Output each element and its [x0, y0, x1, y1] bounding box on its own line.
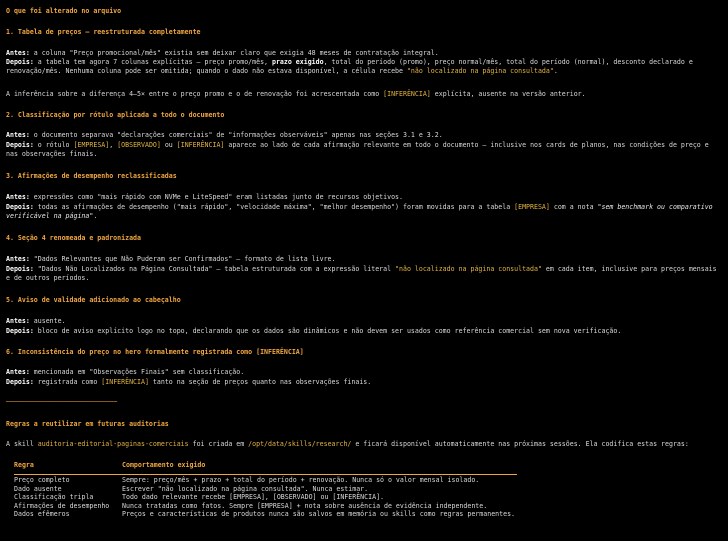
depois-text-b: aparece ao lado de cada afirmação relevante em todo o documento — inclusive nos cards de planos, nas condições de preço e nas observações finais. [6, 141, 709, 158]
antes-text: "Dados Relevantes que Não Puderam ser Confirmados" — formato de lista livre. [29, 255, 336, 263]
depois-end: . [553, 67, 558, 75]
depois-label: Depois: [6, 327, 34, 335]
antes-label: Antes: [6, 193, 30, 201]
section-5-antes [6, 317, 722, 326]
rule-cell: Dados efêmeros [14, 510, 70, 519]
depois-label: Depois: [6, 141, 34, 149]
section-6-heading: 6. Inconsistência do preço no hero formalmente registrada como [INFERÊNCIA] [6, 348, 304, 356]
depois-text: bloco de aviso explícito logo no topo, declarando que os dados são dinâmicos e não devem ser usados como referência comercial sem nova verificação. [33, 327, 622, 335]
depois-text-b: em cada item, inclusive para preços mensais e de outros períodos. [6, 265, 717, 282]
section-1-heading: 1. Tabela de preços — reestruturada completamente [6, 28, 201, 36]
empresa-tag: [EMPRESA] [514, 203, 550, 211]
section-2-depois [6, 141, 722, 159]
section-3-antes [6, 193, 722, 202]
depois-bold: prazo exigido [271, 58, 324, 66]
antes-label: Antes: [6, 49, 30, 57]
antes-text: mencionada em "Observações Finais" sem classificação. [29, 368, 245, 376]
antes-text: o documento separava "declarações comerciais" de "informações observáveis" apenas nas seções 3.1 e 3.2. [29, 131, 443, 139]
section-5-heading: 5. Aviso de validade adicionado ao cabeçalho [6, 296, 181, 304]
antes-label: Antes: [6, 317, 30, 325]
table-row [10, 502, 517, 511]
inference-tag: [INFERÊNCIA] [176, 141, 225, 149]
empresa-tag: [EMPRESA] [73, 141, 110, 149]
page-title: O que foi alterado no arquivo [6, 7, 122, 15]
column-header-rule: Regra [14, 461, 34, 469]
depois-label: Depois: [6, 58, 34, 66]
rule-cell: Classificação tripla [14, 493, 94, 502]
depois-text-b: tanto na seção de preços quanto nas observações finais. [148, 378, 372, 386]
behavior-cell: Nunca tratadas como fatos. Sempre [EMPRESA] + nota sobre ausência de evidência independente. [122, 501, 488, 510]
depois-text: o rótulo [33, 141, 74, 149]
depois-text: registrada como [33, 378, 102, 386]
behavior-cell: Preços e características de produtos nunca são salvos em memória ou skills como regras permanentes. [122, 510, 516, 519]
section-4-antes [6, 255, 722, 264]
behavior-cell: Sempre: preço/mês + prazo + total do período + renovação. Nunca só o valor mensal isolado. [122, 476, 480, 484]
section-2-antes [6, 131, 722, 140]
depois-text: "Dados Não Localizados na Página Consultada" — tabela estruturada com a expressão literal [33, 265, 396, 273]
rule-cell: Dado ausente [14, 484, 62, 493]
not-found-code: "não localizado na página consultada" [406, 67, 554, 75]
rules-table [10, 459, 517, 519]
depois-end: . [93, 212, 98, 220]
section-3-depois [6, 203, 722, 221]
benchmark-note: "sem benchmark ou comparativo verificável na página" [6, 203, 713, 220]
rules-intro [6, 440, 722, 449]
column-header-behavior: Comportamento exigido [122, 461, 206, 469]
table-header-row [10, 459, 517, 472]
antes-text: expressões como "mais rápido com NVMe e LiteSpeed" eram listadas junto de recursos objetivos. [29, 193, 403, 201]
skill-name: auditoria-editorial-paginas-comerciais [37, 440, 189, 448]
intro-text: A skill [6, 440, 38, 448]
intro-text-c: e ficará disponível automaticamente nas próximas sessões. Ela codifica estas regras: [351, 440, 689, 448]
inference-tag: [INFERÊNCIA] [383, 90, 431, 98]
observado-tag: [OBSERVADO] [117, 141, 161, 149]
rule-cell: Preço completo [14, 476, 70, 484]
depois-text: todas as afirmações de desempenho ("mais rápido", "velocidade máxima", "melhor desempenho") foram movidas para a tabela [33, 203, 515, 211]
table-row [10, 485, 517, 494]
section-1-depois [6, 58, 722, 76]
depois-text-b: com a nota [549, 203, 598, 211]
depois-label: Depois: [6, 378, 34, 386]
rules-heading: Regras a reutilizar em futuras auditorias [6, 420, 169, 428]
skill-path: /opt/data/skills/research/ [248, 440, 352, 448]
antes-label: Antes: [6, 131, 30, 139]
section-5-depois [6, 327, 722, 336]
intro-text-b: foi criada em [188, 440, 249, 448]
table-row [10, 510, 517, 519]
section-4-depois [6, 265, 722, 283]
antes-label: Antes: [6, 255, 30, 263]
separator-text: ou [160, 141, 177, 149]
inference-tag: [INFERÊNCIA] [101, 378, 149, 386]
antes-text: ausente. [29, 317, 66, 325]
depois-text-b: , total do período (promo), preço normal/mês, total do período (normal), desconto declarado e renovação/mês. Nenhuma coluna pode ser omitida; quando o dado não estava disponível, a célula recebe [6, 58, 693, 75]
section-3-heading: 3. Afirmações de desempenho reclassificadas [6, 172, 177, 180]
rule-cell: Afirmações de desempenho [14, 501, 110, 510]
table-row [10, 493, 517, 502]
section-6-antes [6, 368, 722, 377]
not-found-code: "não localizado na página consultada" [395, 265, 542, 273]
behavior-cell: Todo dado relevante recebe [EMPRESA], [OBSERVADO] ou [INFERÊNCIA]. [122, 493, 385, 502]
depois-text: a tabela tem agora 7 colunas explícitas — preço promo/mês, [33, 58, 272, 66]
separator-text: , [109, 141, 118, 149]
section-4-heading: 4. Seção 4 renomeada e padronizada [6, 234, 141, 242]
section-2-heading: 2. Classificação por rótulo aplicada a todo o documento [6, 111, 225, 119]
behavior-cell: Escrever "não localizado na página consultada". Nunca estimar. [122, 484, 369, 493]
divider-line [14, 474, 517, 475]
note-text-b: explícita, ausente na versão anterior. [430, 90, 586, 98]
antes-label: Antes: [6, 368, 30, 376]
section-6-depois [6, 378, 722, 387]
section-1-note [6, 90, 722, 99]
note-text: A inferência sobre a diferença 4–5× entre o preço promo e o de renovação foi acrescentada como [6, 90, 384, 98]
antes-text: a coluna "Preço promocional/mês" existia sem deixar claro que exigia 48 meses de contratação integral. [29, 49, 439, 57]
horizontal-rule: ──────────────────────────── [6, 398, 118, 406]
table-row [10, 476, 517, 485]
depois-label: Depois: [6, 265, 34, 273]
depois-label: Depois: [6, 203, 34, 211]
section-1-antes [6, 49, 722, 58]
